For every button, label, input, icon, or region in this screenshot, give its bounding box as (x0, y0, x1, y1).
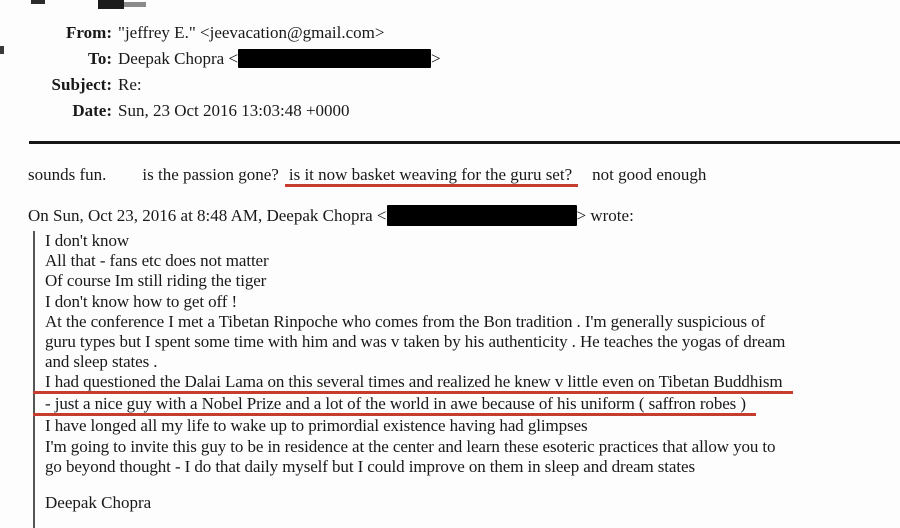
quote-line-text: Of course Im still riding the tiger (45, 271, 267, 291)
redaction-bar (238, 49, 431, 68)
reply-segment: not good enough (592, 165, 707, 184)
quote-line-text: and sleep states . (45, 352, 158, 372)
quote-line-text: I have longed all my life to wake up to primordial existence having had glimpses (45, 416, 588, 436)
quote-line (45, 416, 900, 436)
quote-line-text: I'm going to invite this guy to be in residence at the center and learn these esoteric practices that allow you to (45, 436, 776, 456)
signature: Deepak Chopra (45, 493, 152, 513)
quote-line (45, 231, 900, 251)
reply-line (28, 165, 706, 187)
attribution-suffix: > wrote: (576, 206, 634, 225)
quote-line (45, 292, 900, 312)
scan-artifact (31, 0, 45, 4)
header-row-to (20, 46, 441, 72)
quote-line-text: - just a nice guy with a Nobel Prize and a lot of the world in awe because of his uniform ( saffron robes ) (33, 394, 756, 416)
quote-line (45, 271, 900, 291)
to-value-suffix: > (431, 49, 441, 68)
quote-line-underlined (45, 394, 900, 416)
header-row-date (20, 98, 441, 124)
to-label: To: (88, 49, 112, 68)
quoted-message (33, 231, 900, 528)
header-body-divider (29, 141, 900, 144)
quote-line-text: I had questioned the Dalai Lama on this several times and realized he knew v little even on Tibetan Buddhism (33, 372, 793, 394)
subject-label: Subject: (51, 75, 112, 94)
quote-line-text: All that - fans etc does not matter (45, 251, 269, 271)
quote-line-text: I don't know (45, 231, 130, 250)
scan-artifact (124, 2, 146, 7)
header-row-from (20, 20, 441, 46)
quote-line (45, 332, 900, 352)
date-label: Date: (72, 101, 112, 120)
header-row-subject (20, 72, 441, 98)
quote-line (45, 251, 900, 271)
quote-line (45, 352, 900, 372)
to-value: Deepak Chopra < (118, 49, 239, 68)
quote-attribution (28, 205, 634, 226)
date-value: Sun, 23 Oct 2016 13:03:48 +0000 (118, 101, 350, 120)
quote-line (45, 457, 900, 477)
quote-line-text: go beyond thought - I do that daily myself but I could improve on them in sleep and dream states (45, 456, 695, 476)
quote-line-underlined (45, 372, 900, 394)
reply-segment-underlined: is it now basket weaving for the guru set? (285, 165, 578, 187)
reply-segment: sounds fun. (28, 165, 107, 184)
email-header (20, 20, 441, 124)
quote-line-text: I don't know how to get off ! (45, 291, 238, 311)
from-label: From: (66, 23, 112, 42)
quote-line-text: At the conference I met a Tibetan Rinpoche who comes from the Bon tradition . I'm generally suspicious of (45, 311, 766, 331)
quote-line-text: guru types but I spent some time with him and was v taken by his authenticity . He teaches the yogas of dream (45, 332, 786, 352)
redaction-bar (387, 205, 577, 226)
attribution-prefix: On Sun, Oct 23, 2016 at 8:48 AM, Deepak Chopra < (28, 206, 387, 225)
reply-segment: is the passion gone? (142, 165, 279, 184)
quote-line (45, 437, 900, 457)
from-value: "jeffrey E." <jeevacation@gmail.com> (118, 23, 385, 42)
scan-artifact (0, 46, 4, 54)
scan-artifact (98, 0, 124, 9)
subject-value: Re: (118, 75, 142, 94)
quote-line (45, 312, 900, 332)
